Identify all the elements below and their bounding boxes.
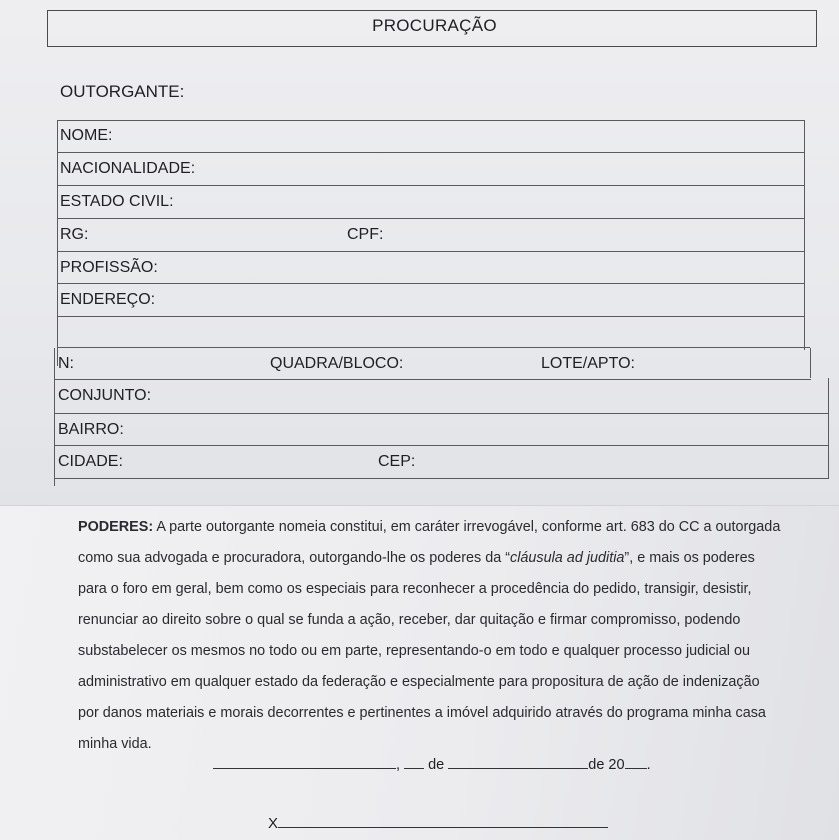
date-de-1: de <box>428 757 445 773</box>
rg-label: RG: <box>60 226 89 243</box>
poderes-text-1: A parte outorgante nomeia constitui, em caráter irrevogável, conforme art. 683 do CC a outorgada <box>153 519 781 535</box>
poderes-paragraph <box>78 512 820 760</box>
poderes-line-1 <box>78 512 820 543</box>
conjunto-label: CONJUNTO: <box>58 387 152 404</box>
cep-label: CEP: <box>378 453 416 470</box>
cpf-label: CPF: <box>347 226 384 243</box>
form-row-nome <box>57 120 805 153</box>
poderes-line-2 <box>78 543 820 574</box>
lote-apto-label: LOTE/APTO: <box>541 355 635 372</box>
form-row-conjunto <box>55 380 829 414</box>
poderes-line-8: minha vida. <box>78 736 152 752</box>
date-line <box>213 757 651 773</box>
form-row-endereco <box>57 284 805 317</box>
poderes-label: PODERES: <box>78 519 154 535</box>
city-blank[interactable] <box>213 768 396 769</box>
form-row-profissao <box>57 252 805 284</box>
poderes-text-2b: ”, e mais os poderes <box>624 550 755 566</box>
date-period: . <box>646 757 651 773</box>
date-de-20: de 20 <box>588 757 625 773</box>
month-blank[interactable] <box>448 768 588 769</box>
title-box <box>47 10 817 47</box>
n-label: N: <box>58 355 74 372</box>
poderes-line-3: para o foro em geral, bem como os especiais para reconhecer a procedência do pedido, transigir, desistir, <box>78 581 752 597</box>
form-row-numero <box>55 348 811 380</box>
cidade-label: CIDADE: <box>58 453 123 470</box>
nacionalidade-label: NACIONALIDADE: <box>60 160 196 177</box>
quadra-bloco-label: QUADRA/BLOCO: <box>270 355 404 372</box>
poderes-text-2a: como sua advogada e procuradora, outorgando-lhe os poderes da “ <box>78 550 511 566</box>
form-row-endereco-cont <box>57 317 810 348</box>
day-blank[interactable] <box>404 768 424 769</box>
estado-civil-label: ESTADO CIVIL: <box>60 193 174 210</box>
poderes-line-5: substabelecer os mesmos no todo ou em parte, representando-o em todo e qualquer processo judicial ou <box>78 643 750 659</box>
outorgante-label: OUTORGANTE: <box>60 82 185 101</box>
signature-blank[interactable] <box>278 827 608 828</box>
poderes-italic-clause: cláusula ad juditia <box>510 550 625 566</box>
poderes-line-4: renunciar ao direito sobre o qual se funda a ação, receber, dar quitação e firmar compromisso, podendo <box>78 612 741 628</box>
form-row-rg-cpf <box>57 219 805 252</box>
signature-x-mark: X <box>268 815 279 832</box>
endereco-label: ENDEREÇO: <box>60 291 156 308</box>
form-row-cidade-cep <box>55 446 829 479</box>
year-blank[interactable] <box>625 768 647 769</box>
form-row-estado-civil <box>57 186 805 219</box>
poderes-line-7: por danos materiais e morais decorrentes e pertinentes a imóvel adquirido através do programa minha casa <box>78 705 766 721</box>
form-row-bairro <box>55 414 829 446</box>
profissao-label: PROFISSÃO: <box>60 259 158 276</box>
bairro-label: BAIRRO: <box>58 421 124 438</box>
nome-label: NOME: <box>60 127 113 144</box>
page-title: PROCURAÇÃO <box>372 16 497 35</box>
date-comma: , <box>396 757 401 773</box>
form-row-nacionalidade <box>57 153 805 186</box>
signature-line <box>268 815 608 832</box>
poderes-line-6: administrativo em qualquer estado da federação e especialmente para propositura de ação de indenização <box>78 674 760 690</box>
